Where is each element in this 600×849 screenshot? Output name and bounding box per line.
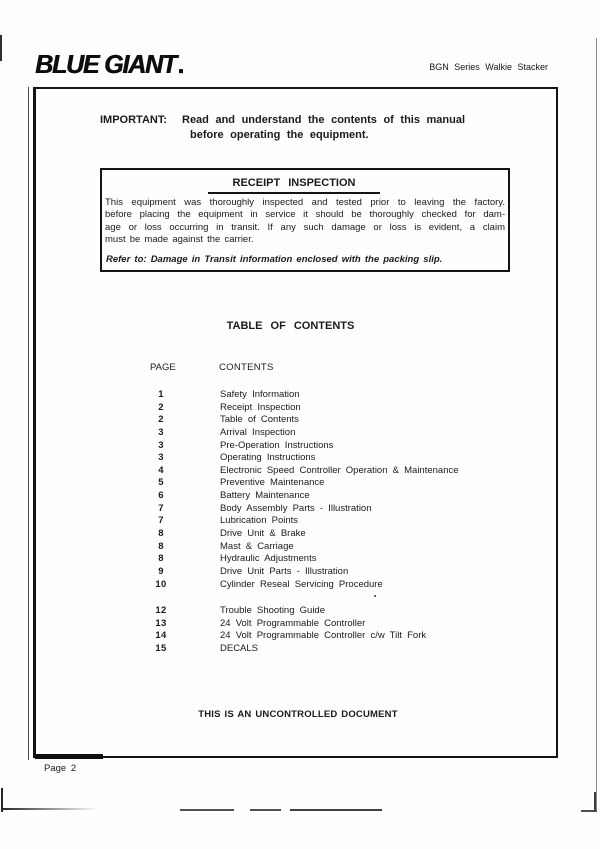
toc-entry-title: Drive Unit & Brake [220,528,306,540]
toc-page-number: 7 [158,515,164,527]
scan-artifact-stray-dot [374,595,376,597]
toc-entry-title: Trouble Shooting Guide [220,605,325,616]
scan-artifact-bottom-left-bar [35,754,103,759]
toc-title: TABLE OF CONTENTS [226,320,355,332]
toc-row [0,605,600,618]
scan-artifact-bottom-segment-2 [250,809,281,811]
toc-row [0,465,600,478]
toc-entry-title: Table of Contents [220,414,299,426]
toc-entry-title: Battery Maintenance [220,490,310,502]
toc-entry-title: Preventive Maintenance [220,477,325,489]
toc-entry-title: Hydraulic Adjustments [220,553,317,565]
toc-page-number: 3 [158,452,164,464]
brand-logo [35,51,183,81]
toc-page-number: 4 [158,464,164,476]
important-notice [100,113,465,143]
toc-row [0,579,600,592]
receipt-title-underline [208,173,380,194]
toc-page-number: 8 [158,553,164,565]
toc-entry-title: Arrival Inspection [220,426,296,438]
toc-entry-title: Safety Information [220,389,300,400]
scan-artifact-left-tick [0,35,2,61]
important-line1: Read and understand the contents of this manual [182,114,466,126]
toc-page-number: 8 [158,528,164,540]
toc-row [0,490,600,503]
toc-row [0,414,600,427]
scan-artifact-bottom-segment-3 [290,809,382,811]
toc-row [0,553,600,566]
uncontrolled-document-note: THIS IS AN UNCONTROLLED DOCUMENT [198,709,398,720]
receipt-title: RECEIPT INSPECTION [232,177,356,189]
toc-row [0,389,600,402]
toc-entry-title: Mast & Carriage [220,540,294,552]
receipt-body-line: This equipment was thoroughly inspected and tested prior to leaving the factory. [105,197,505,208]
toc-page-number: 8 [158,540,164,552]
toc-page-number: 3 [158,439,164,451]
toc-entry-title: Operating Instructions [220,452,316,464]
toc-page-number: 2 [158,401,164,413]
toc-page-number: 5 [158,477,164,489]
toc-row [0,566,600,579]
toc-row [0,427,600,440]
toc-entry-title: 24 Volt Programmable Controller [220,617,366,629]
page-number-label: Page 2 [44,763,77,774]
toc-page-number: 12 [155,605,167,616]
toc-page-number: 2 [158,414,164,426]
toc-column-header-page: PAGE [150,362,176,373]
toc-entry-title: Cylinder Reseal Servicing Procedure [220,578,383,590]
toc-page-number: 9 [158,565,164,577]
toc-page-number: 10 [155,578,167,590]
toc-row [0,515,600,528]
toc-list-main [0,389,600,591]
toc-page-number: 13 [155,617,167,629]
receipt-refer-note: Refer to: Damage in Transit information enclosed with the packing slip. [106,254,443,265]
header-product-name: BGN Series Walkie Stacker [429,62,548,72]
toc-entry-title: Drive Unit Parts - Illustration [220,565,349,577]
receipt-body-line: must be made against the carrier. [105,234,254,246]
scan-artifact-bottom-tick-right [581,810,597,812]
toc-page-number: 14 [155,630,167,642]
toc-row [0,452,600,465]
toc-list-appendix [0,605,600,656]
toc-page-number: 3 [158,426,164,438]
toc-row [0,630,600,643]
important-label: IMPORTANT: [100,114,168,126]
toc-entry-title: Pre-Operation Instructions [220,439,334,451]
toc-row [0,503,600,516]
toc-entry-title: 24 Volt Programmable Controller c/w Tilt Fork [220,630,427,642]
receipt-body-line: age or loss occurring in transit. If any such damage or loss is evident, a claim [105,221,505,233]
toc-row [0,643,600,656]
toc-row [0,618,600,631]
toc-column-header-contents: CONTENTS [219,362,274,373]
toc-row [0,528,600,541]
toc-page-number: 7 [158,502,164,514]
toc-row [0,477,600,490]
receipt-body [105,197,505,247]
toc-entry-title: Receipt Inspection [220,401,301,413]
scan-artifact-bottom-line-left [2,808,98,810]
receipt-inspection-box [100,168,510,272]
brand-logo-text: BLUE GIANT [35,50,176,80]
toc-row [0,402,600,415]
important-text [182,113,465,143]
toc-entry-title: Electronic Speed Controller Operation & Maintenance [220,464,459,476]
receipt-body-line: before placing the equipment in service it should be thoroughly checked for dam- [105,209,505,221]
toc-page-number: 15 [155,642,167,654]
toc-row [0,541,600,554]
toc-entry-title: DECALS [220,642,259,654]
toc-page-number: 6 [158,490,164,502]
important-line2: before operating the equipment. [190,129,369,141]
scan-artifact-bottom-segment-1 [180,809,234,811]
scan-artifact-bottom-corner-right [594,792,596,812]
toc-entry-title: Lubrication Points [220,515,299,527]
toc-entry-title: Body Assembly Parts - Illustration [220,502,372,514]
toc-row [0,440,600,453]
toc-page-number: 1 [158,389,164,400]
registered-trademark-dot [179,69,183,73]
